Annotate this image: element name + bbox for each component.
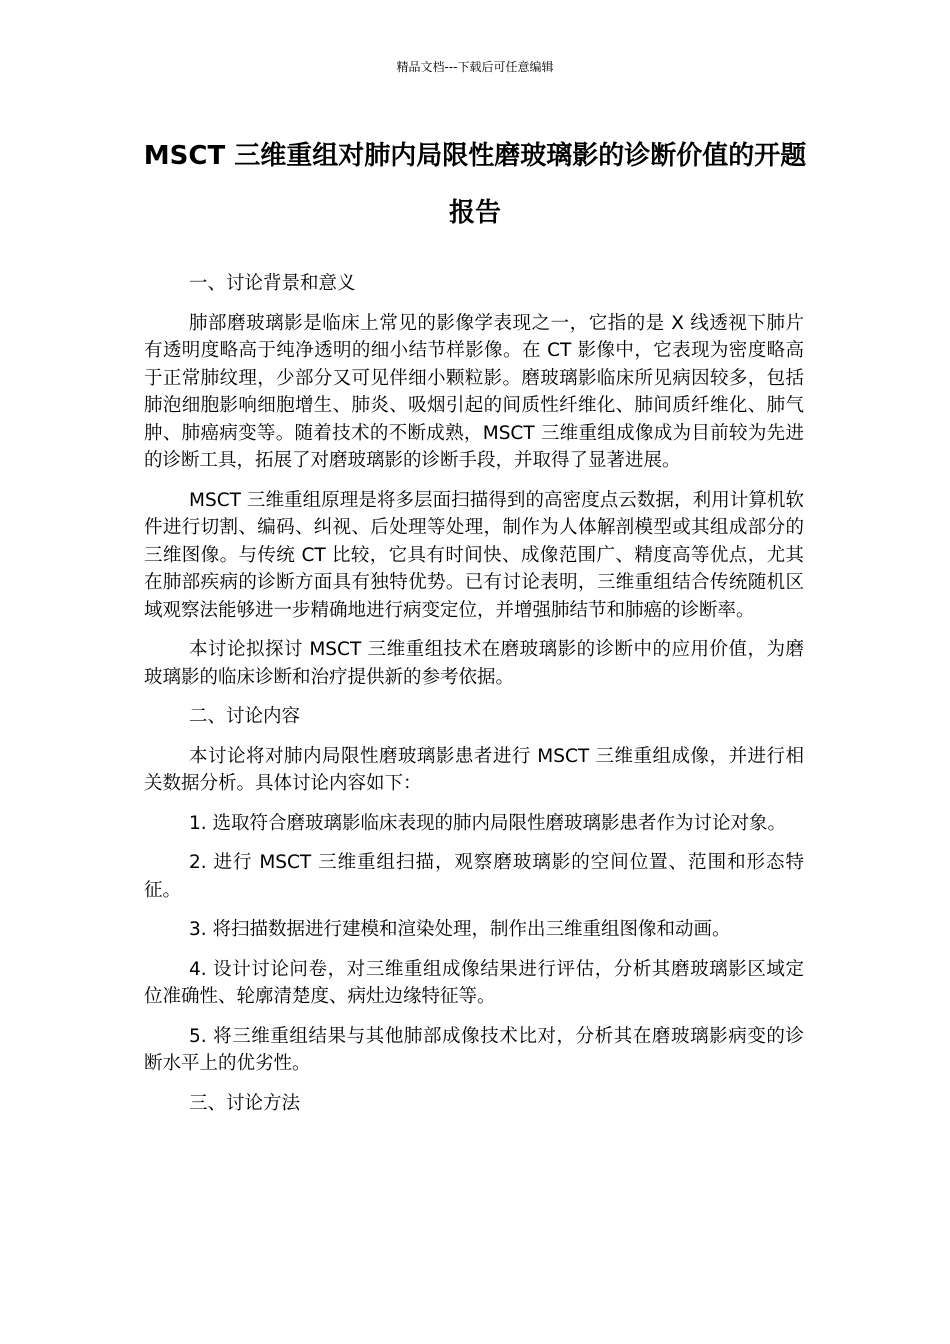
content-intro-paragraph: 本讨论将对肺内局限性磨玻璃影患者进行 MSCT 三维重组成像，并进行相关数据分析。具体讨论内容如下：	[144, 745, 804, 794]
content-list-item: 5. 将三维重组结果与其他肺部成像技术比对，分析其在磨玻璃影病变的诊断水平上的优劣性。	[144, 1025, 804, 1074]
content-list-item: 4. 设计讨论问卷，对三维重组成像结果进行评估，分析其磨玻璃影区域定位准确性、轮廓清楚度、病灶边缘特征等。	[144, 958, 804, 1007]
background-paragraph-3: 本讨论拟探讨 MSCT 三维重组技术在磨玻璃影的诊断中的应用价值，为磨玻璃影的临床诊断和治疗提供新的参考依据。	[144, 639, 804, 688]
document-body	[144, 270, 804, 1129]
section-heading-content: 二、讨论内容	[189, 706, 301, 727]
background-paragraph-1: 肺部磨玻璃影是临床上常见的影像学表现之一，它指的是 X 线透视下肺片有透明度略高于纯净透明的细小结节样影像。在 CT 影像中，它表现为密度略高于正常肺纹理，少部分又可见伴细小颗粒影。磨玻璃影临床所见病因较多，包括肺泡细胞影响细胞增生、肺炎、吸烟引起的间质性纤维化、肺间质纤维化、肺气肿、肺癌病变等。随着技术的不断成熟，MSCT 三维重组成像成为目前较为先进的诊断工具，拓展了对磨玻璃影的诊断手段，并取得了显著进展。	[144, 312, 804, 471]
section-heading-methods: 三、讨论方法	[189, 1092, 301, 1114]
content-list-item: 3. 将扫描数据进行建模和渲染处理，制作出三维重组图像和动画。	[189, 919, 731, 940]
document-title: MSCT 三维重组对肺内局限性磨玻璃影的诊断价值的开题报告	[143, 141, 807, 228]
header-note: 精品文档---下载后可任意编辑	[396, 60, 554, 74]
background-paragraph-2: MSCT 三维重组原理是将多层面扫描得到的高密度点云数据，利用计算机软件进行切割、编码、纠视、后处理等处理，制作为人体解剖模型或其组成部分的三维图像。与传统 CT 比较，它具有时间快、成像范围广、精度高等优点，尤其在肺部疾病的诊断方面具有独特优势。已有讨论表明，三维重组结合传统随机区域观察法能够进一步精确地进行病变定位，并增强肺结节和肺癌的诊断率。	[144, 489, 804, 621]
section-heading-background: 一、讨论背景和意义	[189, 273, 356, 294]
content-list-item: 2. 进行 MSCT 三维重组扫描，观察磨玻璃影的空间位置、范围和形态特征。	[144, 852, 804, 901]
content-list-item: 1. 选取符合磨玻璃影临床表现的肺内局限性磨玻璃影患者作为讨论对象。	[189, 812, 787, 834]
